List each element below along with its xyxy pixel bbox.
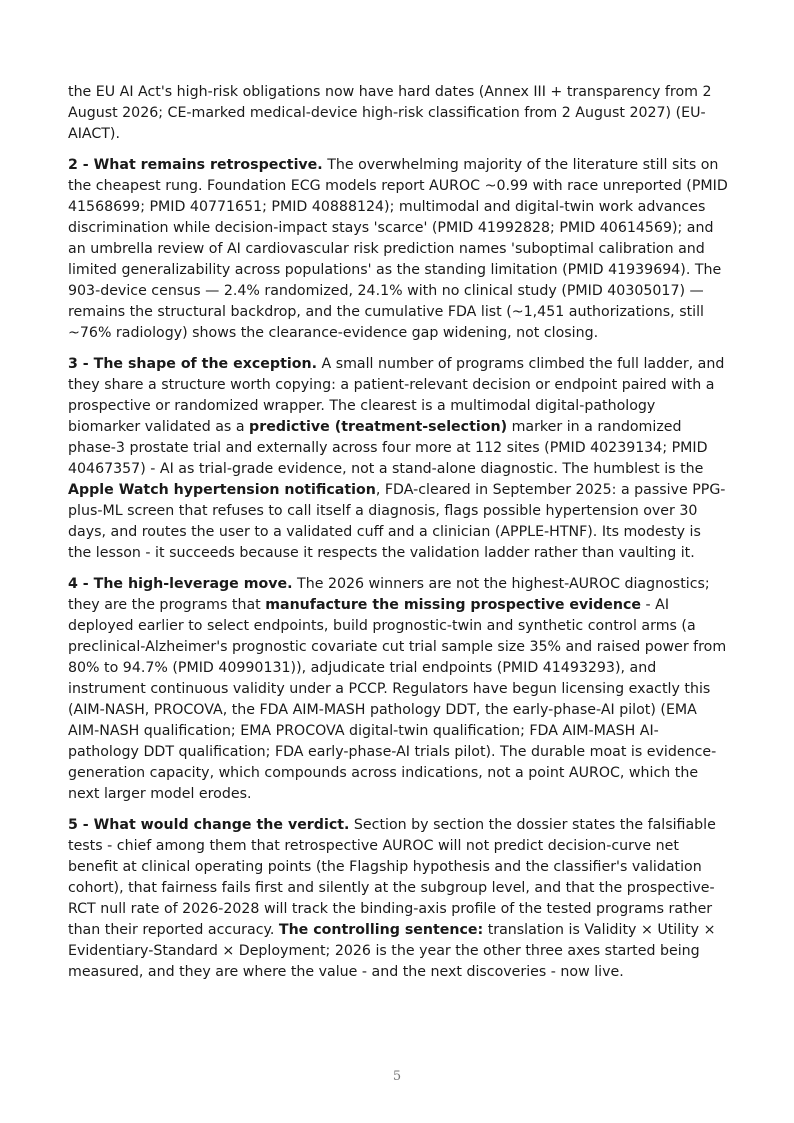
paragraph-section-3 (68, 354, 728, 564)
text-run: , FDA-cleared in September 2025: a passive PPG-plus-ML screen that refuses to call itself a diagnosis, flags possible hypertension over 30 days, and routes the user to a validated cuff and a clinician (APPLE-HTNF). Its modesty is the lesson - it succeeds because it respects the validation ladder rather than vaulting it. (68, 482, 726, 561)
paragraph-section-5 (68, 815, 728, 983)
text-run: translation is Validity × Utility × Evidentiary-Standard × Deployment; 2026 is the year the other three axes started being measured, and they are where the value - and the next discoveries - now live. (68, 922, 716, 980)
section-heading: 2 - What remains retrospective. (68, 157, 323, 173)
text-run: The 2026 winners are not the highest-AUROC diagnostics; they are the programs that (68, 576, 710, 613)
paragraph-section-4 (68, 574, 728, 805)
text-run: A small number of programs climbed the full ladder, and they share a structure worth copying: a patient-relevant decision or endpoint paired with a prospective or randomized wrapper. The clearest is a multimodal digital-pathology biomarker validated as a (68, 356, 725, 435)
text-run: marker in a randomized phase-3 prostate trial and externally across four more at 112 sites (PMID 40239134; PMID 40467357) - AI as trial-grade evidence, not a stand-alone diagnostic. The humblest is the (68, 419, 708, 477)
text-run: the EU AI Act's high-risk obligations now have hard dates (Annex III + transparency from 2 August 2026; CE-marked medical-device high-risk classification from 2 August 2027) (EU-AIACT). (68, 84, 712, 142)
document-body (68, 82, 728, 993)
bold-phrase: The controlling sentence: (278, 922, 484, 938)
bold-phrase: predictive (treatment-selection) (249, 419, 508, 435)
paragraph-intro-continuation (68, 82, 728, 145)
section-heading: 4 - The high-leverage move. (68, 576, 293, 592)
text-run: The overwhelming majority of the literature still sits on the cheapest rung. Foundation ECG models report AUROC ~0.99 with race unreported (PMID 41568699; PMID 40771651; PMID 40888124); multimodal and digital-twin work advances discrimination while decision-impact stays 'scarce' (PMID 41992828; PMID 40614569); and an umbrella review of AI cardiovascular risk prediction names 'suboptimal calibration and limited generalizability across populations' as the standing limitation (PMID 41939694). The 903-device census — 2.4% randomized, 24.1% with no clinical study (PMID 40305017) — remains the structural backdrop, and the cumulative FDA list (~1,451 authorizations, still ~76% radiology) shows the clearance-evidence gap widening, not closing. (68, 157, 728, 341)
bold-phrase: manufacture the missing prospective evidence (265, 597, 642, 613)
page-number: 5 (392, 1069, 402, 1084)
section-heading: 5 - What would change the verdict. (68, 817, 350, 833)
text-run: - AI deployed earlier to select endpoints, build prognostic-twin and synthetic control arms (a preclinical-Alzheimer's prognostic covariate cut trial sample size 35% and raised power from 80% to 94.7% (PMID 40990131)), adjudicate trial endpoints (PMID 41493293), and instrument continuous validity under a PCCP. Regulators have begun licensing exactly this (AIM-NASH, PROCOVA, the FDA AIM-MASH pathology DDT, the early-phase-AI pilot) (EMA AIM-NASH qualification; EMA PROCOVA digital-twin qualification; FDA AIM-MASH AI-pathology DDT qualification; FDA early-phase-AI trials pilot). The durable moat is evidence-generation capacity, which compounds across indications, not a point AUROC, which the next larger model erodes. (68, 597, 727, 802)
text-run: Section by section the dossier states the falsifiable tests - chief among them that retrospective AUROC will not predict decision-curve net benefit at clinical operating points (the Flagship hypothesis and the classifier's validation cohort), that fairness fails first and silently at the subgroup level, and that the prospective-RCT null rate of 2026-2028 will track the binding-axis profile of the tested programs rather than their reported accuracy. (68, 817, 716, 938)
bold-phrase: Apple Watch hypertension notification (68, 482, 376, 498)
section-heading: 3 - The shape of the exception. (68, 356, 317, 372)
paragraph-section-2 (68, 155, 728, 344)
